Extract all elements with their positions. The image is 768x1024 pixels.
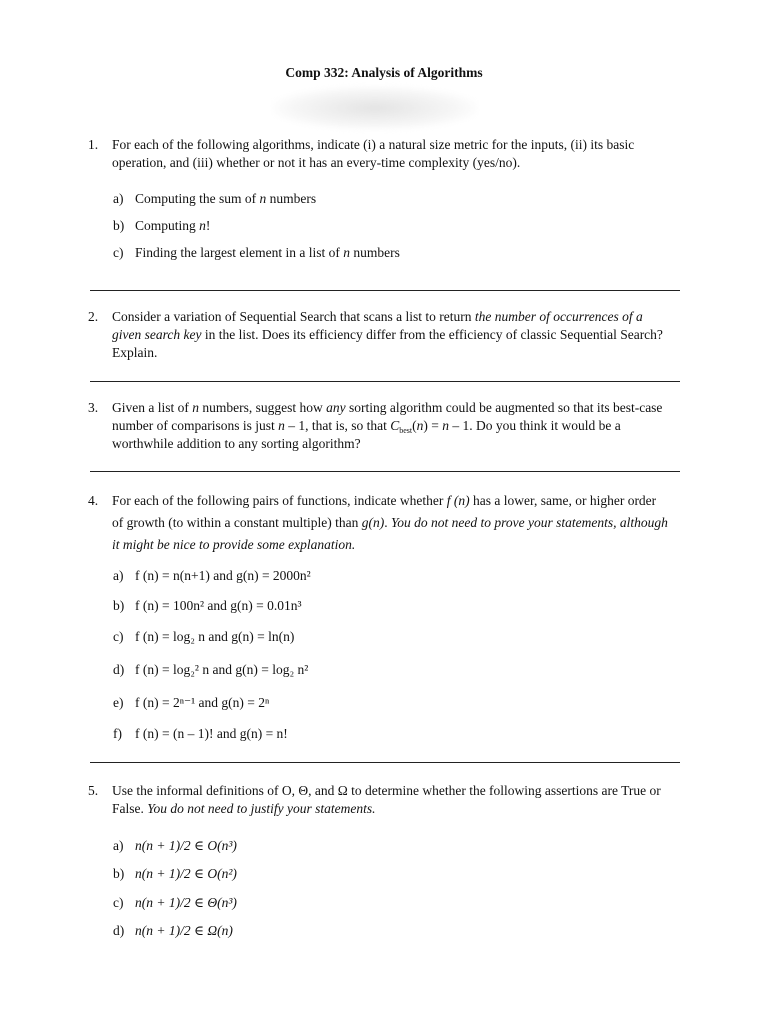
list-item: c) f (n) = log₂ n and g(n) = ln(n) <box>113 629 295 644</box>
math-expression: n(n + 1)/2 ∈ O(n²) <box>135 866 237 881</box>
math-expression: f (n) = log₂ n and g(n) = ln(n) <box>135 629 295 644</box>
question-5 <box>90 782 670 818</box>
divider <box>90 471 680 472</box>
list-item: d) n(n + 1)/2 ∈ Ω(n) <box>113 923 233 938</box>
question-number: 1. <box>88 137 99 152</box>
question-text: Consider a variation of Sequential Search that scans a list to return the number of occurrences of a given search key in the list. Does its efficiency differ from the efficiency of classic Sequential Search? Explain. <box>112 309 663 360</box>
math-expression: n(n + 1)/2 ∈ Ω(n) <box>135 923 233 938</box>
redacted-smudge <box>272 86 478 130</box>
list-item: b) Computing n! <box>113 218 211 233</box>
question-2 <box>90 308 670 362</box>
question-number: 2. <box>88 309 99 324</box>
list-item: d) f (n) = log₂² n and g(n) = log₂ n² <box>113 662 309 677</box>
list-item: b) n(n + 1)/2 ∈ O(n²) <box>113 866 237 881</box>
question-number: 4. <box>88 493 99 508</box>
question-1 <box>90 136 670 172</box>
question-number: 3. <box>88 400 99 415</box>
math-expression: f (n) = 100n² and g(n) = 0.01n³ <box>135 598 302 613</box>
list-item: a) Computing the sum of n numbers <box>113 191 317 206</box>
list-item: c) n(n + 1)/2 ∈ Θ(n³) <box>113 895 237 910</box>
divider <box>90 762 680 763</box>
question-text: For each of the following algorithms, indicate (i) a natural size metric for the inputs, (ii) its basic operation, and (iii) whether or not it has an every-time complexity (yes/no). <box>112 137 635 170</box>
list-item: e) f (n) = 2ⁿ⁻¹ and g(n) = 2ⁿ <box>113 695 270 710</box>
list-item: c) Finding the largest element in a list of n numbers <box>113 245 400 260</box>
divider <box>90 290 680 291</box>
question-text: Use the informal definitions of O, Θ, and Ω to determine whether the following assertions are True or False. You do not need to justify your statements. <box>112 783 661 816</box>
math-expression: f (n) = log₂² n and g(n) = log₂ n² <box>135 662 309 677</box>
math-expression: n(n + 1)/2 ∈ Θ(n³) <box>135 895 237 910</box>
math-expression: f (n) = n(n+1) and g(n) = 2000n² <box>135 568 311 583</box>
question-4 <box>90 490 670 556</box>
list-item: a) f (n) = n(n+1) and g(n) = 2000n² <box>113 568 311 583</box>
question-text: For each of the following pairs of functions, indicate whether f (n) has a lower, same, or higher order of growth (to within a constant multiple) than g(n). You do not need to prove your statements, although it might be nice to provide some explanation. <box>112 493 668 552</box>
math-expression: f (n) = 2ⁿ⁻¹ and g(n) = 2ⁿ <box>135 695 270 710</box>
list-item: f) f (n) = (n – 1)! and g(n) = n! <box>113 726 288 741</box>
math-expression: f (n) = (n – 1)! and g(n) = n! <box>135 726 288 741</box>
list-item: b) f (n) = 100n² and g(n) = 0.01n³ <box>113 598 302 613</box>
question-number: 5. <box>88 783 99 798</box>
question-text: Given a list of n numbers, suggest how any sorting algorithm could be augmented so that its best-case number of comparisons is just n – 1, that is, so that $C_{best}(n) = n - 1$. Do you think it would be a worthwhile addition to any sorting algorithm? <box>112 400 663 451</box>
question-3 <box>90 399 670 453</box>
page-title: Comp 332: Analysis of Algorithms <box>285 65 483 80</box>
divider <box>90 381 680 382</box>
math-expression: n(n + 1)/2 ∈ O(n³) <box>135 838 237 853</box>
list-item: a) n(n + 1)/2 ∈ O(n³) <box>113 838 237 853</box>
